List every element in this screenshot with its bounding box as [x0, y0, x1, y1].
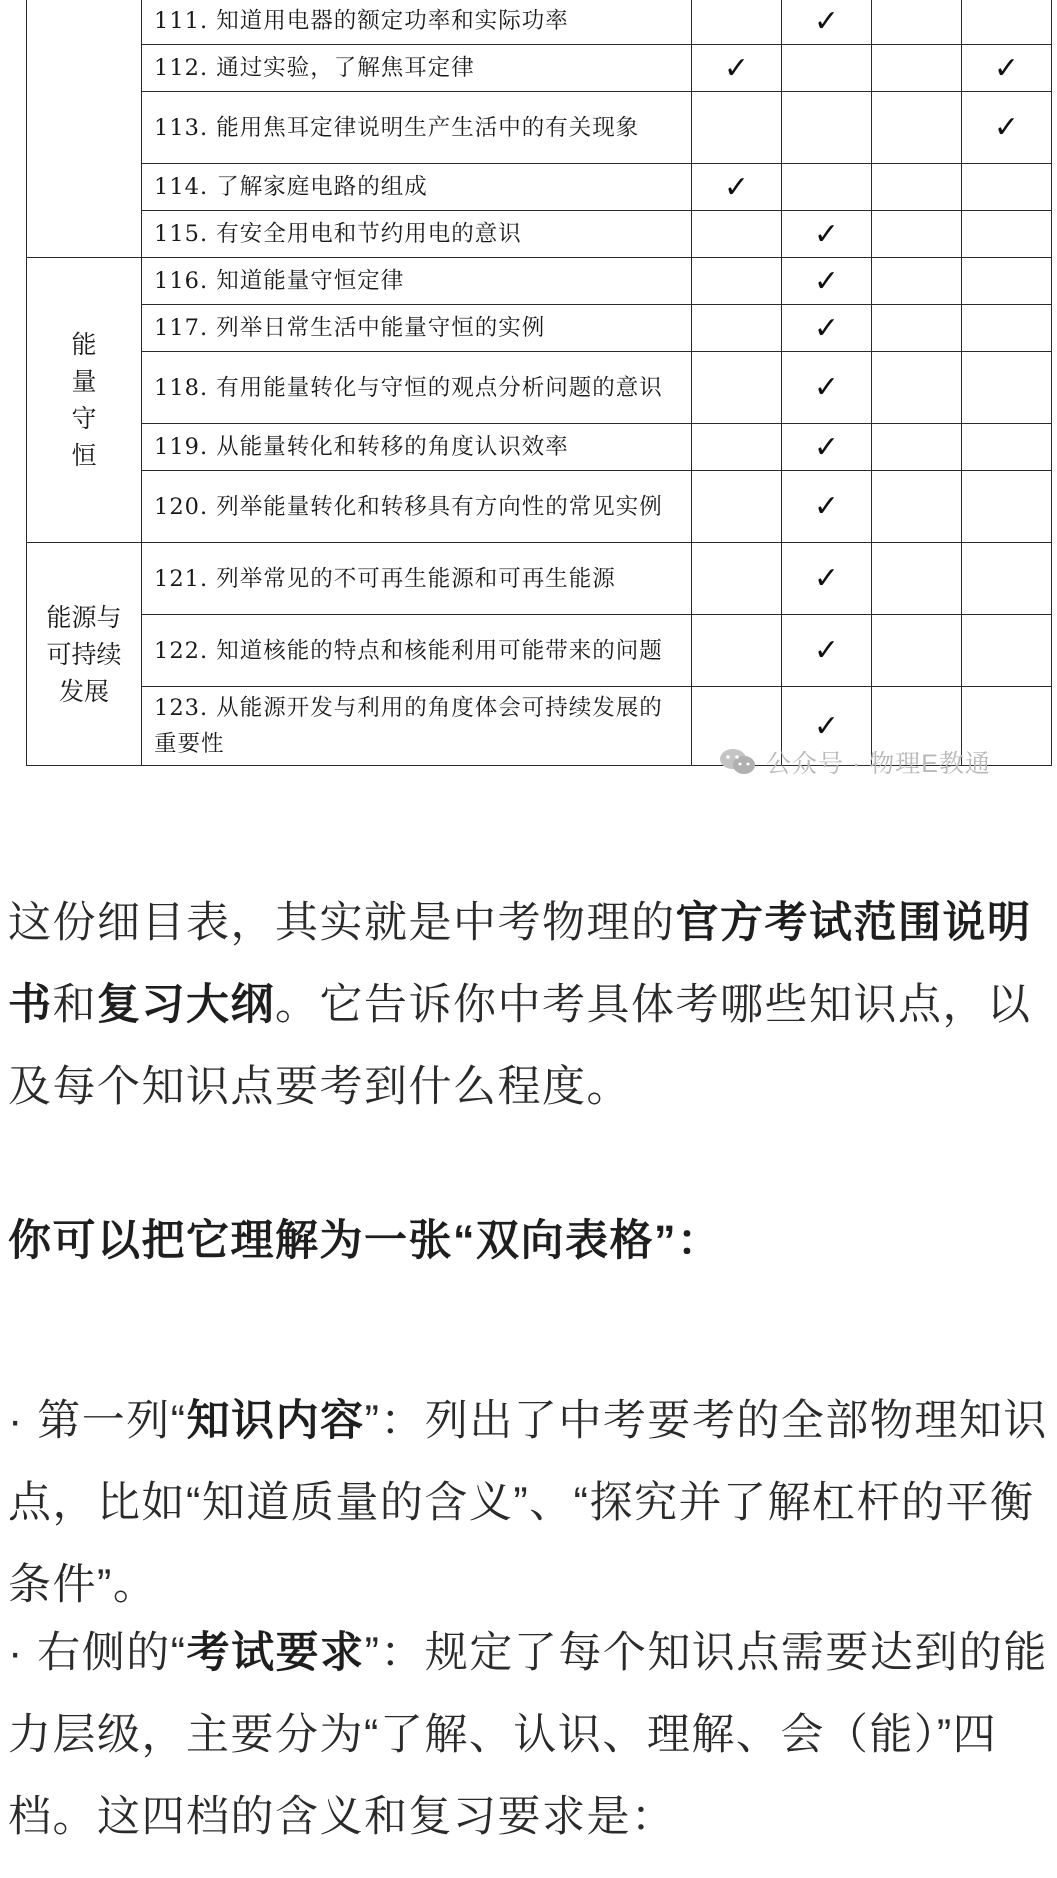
- requirement-mark-cell: ✓: [782, 211, 872, 258]
- requirement-mark-cell: [692, 543, 782, 615]
- knowledge-item-cell: 114. 了解家庭电路的组成: [142, 164, 692, 211]
- watermark-text: 公众号 · 物理E教通: [766, 750, 991, 778]
- requirement-mark-cell: [872, 615, 962, 687]
- knowledge-item-cell: 119. 从能量转化和转移的角度认识效率: [142, 424, 692, 471]
- requirement-mark-cell: [692, 0, 782, 45]
- bullet-knowledge-content: [8, 1380, 1054, 1626]
- wechat-icon: [718, 747, 758, 777]
- knowledge-table-region: [0, 0, 1057, 800]
- exam-outline-table: [26, 0, 1052, 766]
- intro-paragraph: [8, 882, 1054, 1128]
- knowledge-item-cell: 116. 知道能量守恒定律: [142, 258, 692, 305]
- requirement-mark-cell: [872, 424, 962, 471]
- requirement-mark-cell: [782, 45, 872, 92]
- requirement-mark-cell: [962, 258, 1052, 305]
- knowledge-item-cell: 115. 有安全用电和节约用电的意识: [142, 211, 692, 258]
- table-row: [27, 471, 1052, 543]
- table-row: [27, 0, 1052, 45]
- knowledge-item-cell: 122. 知道核能的特点和核能利用可能带来的问题: [142, 615, 692, 687]
- requirement-mark-cell: ✓: [782, 0, 872, 45]
- requirement-mark-cell: [872, 258, 962, 305]
- p1-emphasis-1: 官方考试范围说明书: [8, 899, 1032, 1029]
- requirement-mark-cell: [872, 45, 962, 92]
- requirement-mark-cell: [782, 164, 872, 211]
- requirement-mark-cell: [872, 211, 962, 258]
- table-row: [27, 45, 1052, 92]
- requirement-mark-cell: [962, 352, 1052, 424]
- table-row: [27, 543, 1052, 615]
- knowledge-item-cell: 113. 能用焦耳定律说明生产生活中的有关现象: [142, 92, 692, 164]
- section-heading: 你可以把它理解为一张“双向表格”：: [8, 1217, 722, 1265]
- category-cell: 能 量 守 恒: [27, 258, 142, 543]
- p1-part-e: 。它告诉你中考具体考哪些知识点，以及每个知识点要考到什么程度。: [8, 981, 1032, 1111]
- requirement-mark-cell: ✓: [782, 352, 872, 424]
- watermark: [718, 744, 991, 780]
- requirement-mark-cell: ✓: [782, 424, 872, 471]
- requirement-mark-cell: ✓: [692, 45, 782, 92]
- knowledge-item-cell: 118. 有用能量转化与守恒的观点分析问题的意识: [142, 352, 692, 424]
- table-row: [27, 164, 1052, 211]
- table-row: [27, 352, 1052, 424]
- category-cell: 能源与 可持续 发展: [27, 543, 142, 766]
- knowledge-item-cell: 120. 列举能量转化和转移具有方向性的常见实例: [142, 471, 692, 543]
- p3-emphasis: 知识内容: [186, 1397, 365, 1445]
- p4-emphasis: 考试要求: [186, 1629, 365, 1677]
- requirement-mark-cell: ✓: [782, 471, 872, 543]
- category-cell: [27, 0, 142, 258]
- knowledge-item-cell: 112. 通过实验，了解焦耳定律: [142, 45, 692, 92]
- requirement-mark-cell: [872, 352, 962, 424]
- knowledge-item-cell: 123. 从能源开发与利用的角度体会可持续发展的重要性: [142, 687, 692, 766]
- requirement-mark-cell: [872, 305, 962, 352]
- requirement-mark-cell: [962, 0, 1052, 45]
- requirement-mark-cell: [692, 258, 782, 305]
- requirement-mark-cell: [872, 0, 962, 45]
- table-row: [27, 92, 1052, 164]
- requirement-mark-cell: [692, 352, 782, 424]
- table-row: [27, 211, 1052, 258]
- requirement-mark-cell: [692, 615, 782, 687]
- p3-part-a: · 第一列“: [8, 1397, 187, 1445]
- table-row: [27, 424, 1052, 471]
- knowledge-item-cell: 121. 列举常见的不可再生能源和可再生能源: [142, 543, 692, 615]
- requirement-mark-cell: [692, 92, 782, 164]
- requirement-mark-cell: [962, 424, 1052, 471]
- p1-part-a: 这份细目表，其实就是中考物理的: [8, 899, 676, 947]
- table-row: [27, 615, 1052, 687]
- knowledge-item-cell: 111. 知道用电器的额定功率和实际功率: [142, 0, 692, 45]
- requirement-mark-cell: ✓: [962, 92, 1052, 164]
- knowledge-item-cell: 117. 列举日常生活中能量守恒的实例: [142, 305, 692, 352]
- requirement-mark-cell: [692, 211, 782, 258]
- requirement-mark-cell: ✓: [962, 45, 1052, 92]
- p1-part-c: 和: [52, 981, 97, 1029]
- requirement-mark-cell: [872, 543, 962, 615]
- p4-part-c: ”：规定了每个知识点需要达到的能力层级，主要分为“了解、认识、理解、会（能）”四档。这四档的含义和复习要求是：: [8, 1629, 1048, 1841]
- table-row: [27, 305, 1052, 352]
- requirement-mark-cell: [962, 164, 1052, 211]
- requirement-mark-cell: [872, 92, 962, 164]
- table-row: [27, 258, 1052, 305]
- requirement-mark-cell: ✓: [782, 687, 872, 766]
- requirement-mark-cell: [692, 305, 782, 352]
- requirement-mark-cell: ✓: [782, 543, 872, 615]
- requirement-mark-cell: [872, 164, 962, 211]
- requirement-mark-cell: ✓: [782, 615, 872, 687]
- requirement-mark-cell: [692, 424, 782, 471]
- requirement-mark-cell: [962, 543, 1052, 615]
- requirement-mark-cell: ✓: [692, 164, 782, 211]
- requirement-mark-cell: ✓: [782, 258, 872, 305]
- requirement-mark-cell: [962, 615, 1052, 687]
- requirement-mark-cell: ✓: [782, 305, 872, 352]
- requirement-mark-cell: [962, 305, 1052, 352]
- p1-emphasis-2: 复习大纲: [97, 981, 275, 1029]
- requirement-mark-cell: [692, 471, 782, 543]
- requirement-mark-cell: [782, 92, 872, 164]
- p4-part-a: · 右侧的“: [8, 1629, 187, 1677]
- requirement-mark-cell: [962, 211, 1052, 258]
- requirement-mark-cell: [872, 471, 962, 543]
- requirement-mark-cell: [962, 471, 1052, 543]
- p3-part-c: ”：列出了中考要考的全部物理知识点，比如“知道质量的含义”、“探究并了解杠杆的平衡条件”。: [8, 1397, 1048, 1609]
- bullet-exam-requirements: [8, 1612, 1054, 1858]
